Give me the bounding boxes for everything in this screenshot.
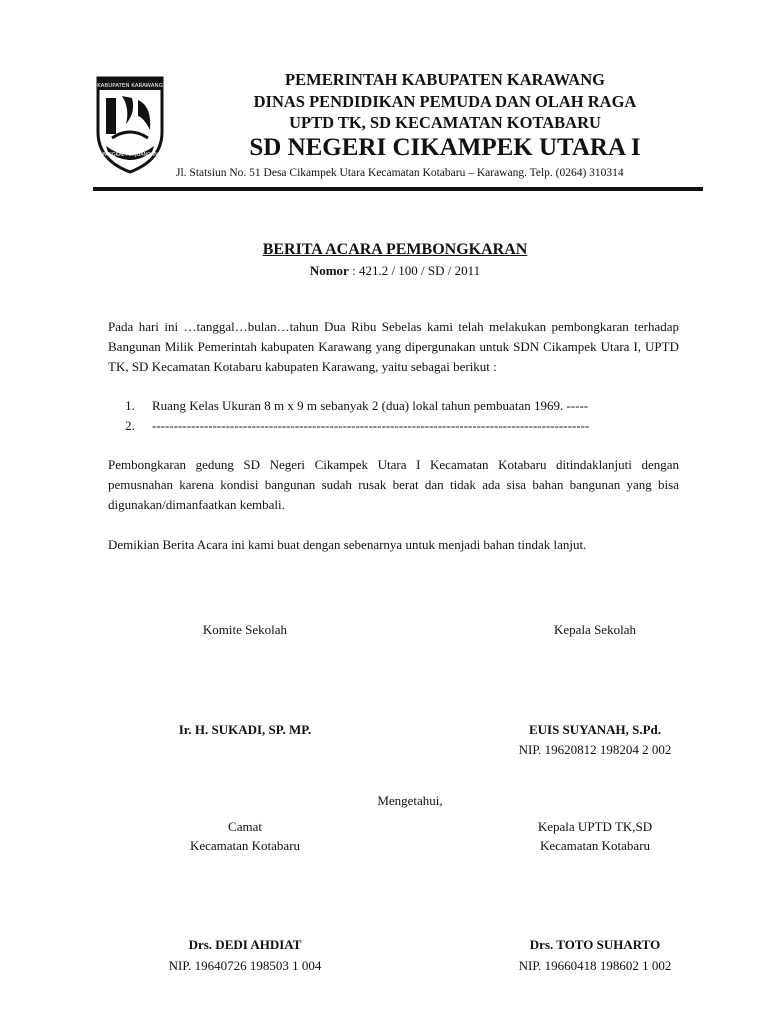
acknowledged-label: Mengetahui, <box>377 793 443 808</box>
paragraph-opening: Pada hari ini …tanggal…bulan…tahun Dua Ribu Sebelas kami telah melakukan pembongkaran terhadap Bangunan Milik Pemerintah kabupaten Karawang yang dipergunakan untuk SDN Cikampek Utara I, UPTD TK, SD Kecamatan Kotabaru kabupaten Karawang, yaitu sebagai berikut : <box>108 319 679 374</box>
letterhead-school-name: SD NEGERI CIKAMPEK UTARA I <box>249 134 641 161</box>
principal-name: EUIS SUYANAH, S.Pd. <box>528 722 662 737</box>
document-number-label: Nomor <box>309 263 349 278</box>
letterhead-uptd: UPTD TK, SD KECAMATAN KOTABARU <box>289 113 601 132</box>
paragraph-closing: Demikian Berita Acara ini kami buat dengan sebenarnya untuk menjadi bahan tindak lanjut. <box>108 537 587 552</box>
logo-top-text: KABUPATEN KARAWANG <box>97 83 163 89</box>
principal-role: Kepala Sekolah <box>554 622 636 637</box>
principal-nip: NIP. 19620812 198204 2 002 <box>518 742 672 757</box>
committee-name: Ir. H. SUKADI, SP. MP. <box>178 722 312 737</box>
document-title: BERITA ACARA PEMBONGKARAN <box>262 241 528 258</box>
list-item-text: Ruang Kelas Ukuran 8 m x 9 m sebanyak 2 (dua) lokal tahun pembuatan 1969. ----- <box>152 398 589 413</box>
list-item <box>108 416 679 436</box>
letterhead-divider <box>93 187 703 191</box>
camat-name: Drs. DEDI AHDIAT <box>188 937 302 952</box>
list-item <box>108 396 679 416</box>
camat-nip: NIP. 19640726 198503 1 004 <box>168 958 322 973</box>
document-number-value: : 421.2 / 100 / SD / 2011 <box>352 263 481 278</box>
list-item-number: 2. <box>125 418 135 433</box>
committee-role: Komite Sekolah <box>202 622 288 637</box>
paragraph-demolition: Pembongkaran gedung SD Negeri Cikampek Utara I Kecamatan Kotabaru ditindaklanjuti dengan pemusnahan karena kondisi bangunan sudah rusak berat dan tidak ada sisa bahan bangunan yang bisa digunakan/dimanfaatkan kembali. <box>108 457 679 512</box>
uptd-head-name: Drs. TOTO SUHARTO <box>529 937 661 952</box>
camat-place: Kecamatan Kotabaru <box>189 838 301 853</box>
list-item-number: 1. <box>125 398 135 413</box>
list-item-text: ----------------------------------------------------------------------------------------------------- <box>152 418 590 433</box>
uptd-head-role: Kepala UPTD TK,SD <box>537 819 653 834</box>
logo-bottom-text: PANGKAL PERJUANGAN <box>102 153 158 158</box>
camat-role: Camat <box>228 819 262 834</box>
document-number <box>180 263 610 279</box>
letterhead-address: Jl. Statsiun No. 51 Desa Cikampek Utara Kecamatan Kotabaru – Karawang. Telp. (0264) 310314 <box>176 167 624 179</box>
letterhead-department: DINAS PENDIDIKAN PEMUDA DAN OLAH RAGA <box>253 92 637 111</box>
letterhead-government: PEMERINTAH KABUPATEN KARAWANG <box>285 70 605 89</box>
uptd-head-place: Kecamatan Kotabaru <box>539 838 651 853</box>
regency-emblem-logo <box>92 72 168 176</box>
uptd-head-nip: NIP. 19660418 198602 1 002 <box>518 958 672 973</box>
